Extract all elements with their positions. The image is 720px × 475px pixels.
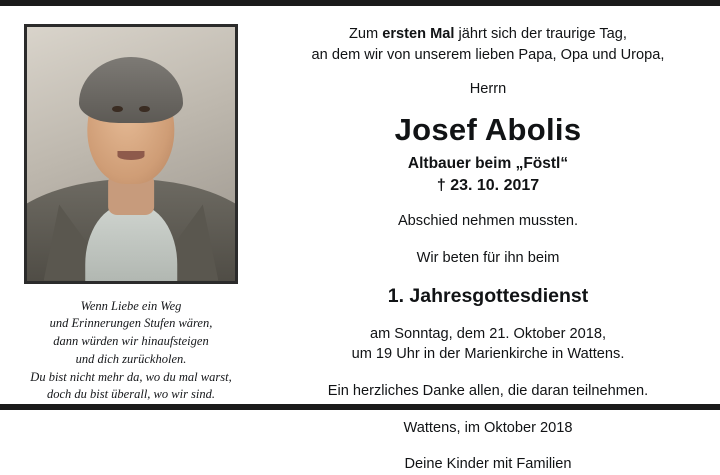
portrait-photo	[24, 24, 238, 284]
verse-line: Wenn Liebe ein Weg	[80, 298, 182, 313]
verse-line: und Erinnerungen Stufen wären,	[49, 316, 213, 331]
deceased-subtitle: Altbauer beim „Föstl“	[407, 155, 569, 173]
prayer-intro-line: Wir beten für ihn beim	[416, 249, 560, 266]
farewell-line: Abschied nehmen mussten.	[397, 213, 579, 230]
verse-line: dann würden wir hinaufsteigen	[53, 334, 209, 348]
verse-line: Du bist nicht mehr da, wo du mal warst,	[30, 369, 232, 384]
salutation: Herrn	[469, 81, 507, 98]
intro-line-1	[270, 24, 706, 45]
intro-pre: Zum	[349, 26, 383, 42]
thanks-line: Ein herzliches Danke allen, die daran teilnehmen.	[327, 383, 649, 400]
place-and-date: Wattens, im Oktober 2018	[403, 419, 573, 436]
deceased-name: Josef Abolis	[394, 112, 582, 148]
service-day: am Sonntag, dem 21. Oktober 2018,	[369, 325, 607, 342]
signature-line: Deine Kinder mit Familien	[404, 456, 572, 473]
date-of-death: † 23. 10. 2017	[436, 177, 540, 195]
photo-mouth	[117, 151, 144, 160]
intro-line-2: an dem wir von unserem lieben Papa, Opa und Uropa,	[311, 46, 665, 63]
photo-eye-left	[112, 106, 122, 113]
intro-post: jährt sich der traurige Tag,	[454, 26, 627, 42]
verse-line: doch du bist überall, wo wir sind.	[46, 387, 216, 402]
service-time: um 19 Uhr in der Marienkirche in Wattens.	[351, 346, 625, 363]
memorial-verse	[16, 298, 246, 405]
photo-eye-right	[139, 106, 149, 113]
intro-emphasis: ersten Mal	[382, 26, 455, 42]
verse-line: und dich zurückholen.	[75, 351, 187, 366]
text-column	[262, 6, 720, 473]
service-title: 1. Jahresgottesdienst	[387, 284, 589, 307]
photo-column	[0, 6, 262, 404]
